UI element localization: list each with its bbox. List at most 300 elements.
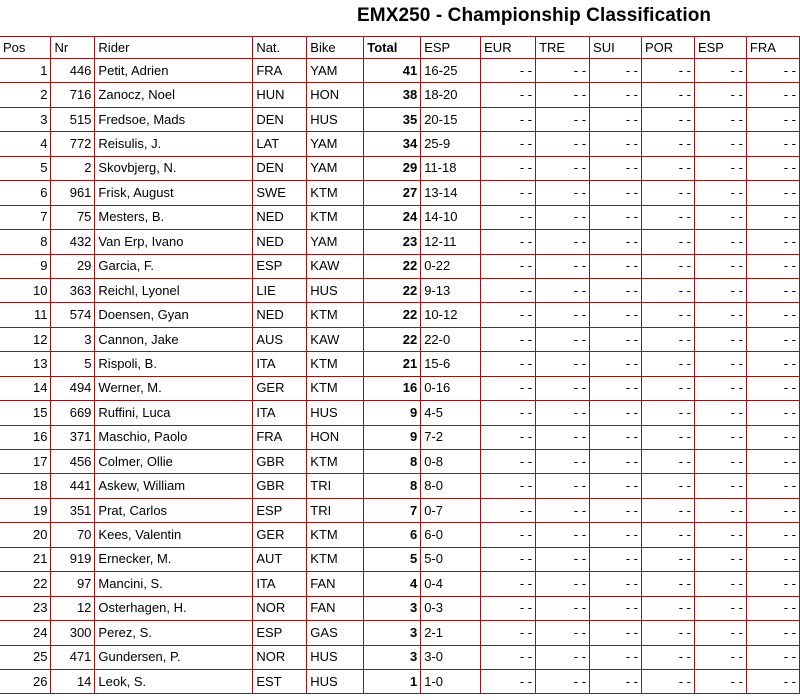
rider-total-points: 22 xyxy=(364,278,421,302)
round-tre-result: - - xyxy=(536,474,590,498)
rider-pos: 10 xyxy=(0,278,51,302)
table-row xyxy=(0,230,800,254)
round-fra-result: - - xyxy=(746,669,799,693)
round-esp-2-result: - - xyxy=(694,303,746,327)
rider-bike: FAN xyxy=(307,596,364,620)
round-tre-result: - - xyxy=(536,278,590,302)
round-fra-result: - - xyxy=(746,83,799,107)
round-por-result: - - xyxy=(642,181,695,205)
rider-bike: YAM xyxy=(307,156,364,180)
rider-number: 446 xyxy=(51,59,95,83)
rider-number: 14 xyxy=(51,669,95,693)
rider-number: 29 xyxy=(51,254,95,278)
round-esp-2-result: - - xyxy=(694,83,746,107)
rider-number: 919 xyxy=(51,547,95,571)
rider-nationality: GBR xyxy=(253,474,307,498)
round-sui-result: - - xyxy=(590,401,642,425)
rider-total-points: 8 xyxy=(364,450,421,474)
rider-nationality: NOR xyxy=(253,645,307,669)
rider-pos: 22 xyxy=(0,572,51,596)
rider-nationality: AUT xyxy=(253,547,307,571)
rider-total-points: 23 xyxy=(364,230,421,254)
rider-bike: FAN xyxy=(307,572,364,596)
round-sui-result: - - xyxy=(590,83,642,107)
rider-bike: HUS xyxy=(307,107,364,131)
table-row xyxy=(0,498,800,522)
table-row xyxy=(0,107,800,131)
rider-pos: 4 xyxy=(0,132,51,156)
round-por-result: - - xyxy=(642,230,695,254)
rider-name: Reisulis, J. xyxy=(95,132,253,156)
rider-number: 97 xyxy=(51,572,95,596)
rider-pos: 13 xyxy=(0,352,51,376)
round-esp-result: 11-18 xyxy=(421,156,481,180)
round-sui-result: - - xyxy=(590,230,642,254)
round-por-result: - - xyxy=(642,669,695,693)
page-title: EMX250 - Championship Classification xyxy=(357,5,712,26)
rider-total-points: 3 xyxy=(364,596,421,620)
round-esp-result: 0-3 xyxy=(421,596,481,620)
rider-bike: HON xyxy=(307,83,364,107)
rider-nationality: ITA xyxy=(253,401,307,425)
rider-nationality: FRA xyxy=(253,425,307,449)
rider-bike: HUS xyxy=(307,645,364,669)
round-eur-result: - - xyxy=(481,205,536,229)
round-eur-result: - - xyxy=(481,278,536,302)
rider-bike: HUS xyxy=(307,278,364,302)
rider-nationality: NED xyxy=(253,230,307,254)
round-tre-result: - - xyxy=(536,156,590,180)
round-tre-result: - - xyxy=(536,83,590,107)
column-header-esp-2: ESP xyxy=(694,37,746,59)
rider-pos: 25 xyxy=(0,645,51,669)
rider-name: Petit, Adrien xyxy=(95,59,253,83)
round-esp-result: 13-14 xyxy=(421,181,481,205)
round-esp-2-result: - - xyxy=(694,450,746,474)
rider-pos: 1 xyxy=(0,59,51,83)
column-header-sui: SUI xyxy=(590,37,642,59)
round-fra-result: - - xyxy=(746,621,799,645)
round-eur-result: - - xyxy=(481,230,536,254)
round-tre-result: - - xyxy=(536,645,590,669)
rider-pos: 15 xyxy=(0,401,51,425)
rider-pos: 17 xyxy=(0,450,51,474)
round-sui-result: - - xyxy=(590,669,642,693)
rider-number: 456 xyxy=(51,450,95,474)
rider-number: 70 xyxy=(51,523,95,547)
table-row xyxy=(0,83,800,107)
round-eur-result: - - xyxy=(481,498,536,522)
round-esp-2-result: - - xyxy=(694,523,746,547)
round-tre-result: - - xyxy=(536,181,590,205)
rider-pos: 16 xyxy=(0,425,51,449)
round-esp-2-result: - - xyxy=(694,621,746,645)
rider-nationality: DEN xyxy=(253,107,307,131)
table-row xyxy=(0,474,800,498)
round-esp-2-result: - - xyxy=(694,474,746,498)
rider-number: 772 xyxy=(51,132,95,156)
round-sui-result: - - xyxy=(590,474,642,498)
rider-pos: 14 xyxy=(0,376,51,400)
round-por-result: - - xyxy=(642,303,695,327)
round-eur-result: - - xyxy=(481,596,536,620)
rider-pos: 11 xyxy=(0,303,51,327)
column-header-tre: TRE xyxy=(536,37,590,59)
rider-number: 515 xyxy=(51,107,95,131)
table-row xyxy=(0,450,800,474)
round-esp-2-result: - - xyxy=(694,425,746,449)
rider-name: Colmer, Ollie xyxy=(95,450,253,474)
round-fra-result: - - xyxy=(746,107,799,131)
rider-number: 494 xyxy=(51,376,95,400)
round-tre-result: - - xyxy=(536,572,590,596)
round-tre-result: - - xyxy=(536,59,590,83)
round-por-result: - - xyxy=(642,498,695,522)
round-esp-2-result: - - xyxy=(694,59,746,83)
rider-bike: KAW xyxy=(307,254,364,278)
round-por-result: - - xyxy=(642,83,695,107)
rider-number: 351 xyxy=(51,498,95,522)
round-eur-result: - - xyxy=(481,645,536,669)
round-esp-result: 16-25 xyxy=(421,59,481,83)
rider-total-points: 1 xyxy=(364,669,421,693)
table-row xyxy=(0,523,800,547)
rider-name: Frisk, August xyxy=(95,181,253,205)
round-fra-result: - - xyxy=(746,498,799,522)
round-fra-result: - - xyxy=(746,303,799,327)
classification-table xyxy=(0,36,800,694)
rider-nationality: SWE xyxy=(253,181,307,205)
round-tre-result: - - xyxy=(536,669,590,693)
round-fra-result: - - xyxy=(746,181,799,205)
rider-pos: 9 xyxy=(0,254,51,278)
column-header-por: POR xyxy=(642,37,695,59)
round-por-result: - - xyxy=(642,645,695,669)
rider-pos: 20 xyxy=(0,523,51,547)
round-esp-2-result: - - xyxy=(694,132,746,156)
round-fra-result: - - xyxy=(746,450,799,474)
round-eur-result: - - xyxy=(481,132,536,156)
rider-total-points: 27 xyxy=(364,181,421,205)
round-sui-result: - - xyxy=(590,572,642,596)
rider-bike: KTM xyxy=(307,547,364,571)
rider-name: Maschio, Paolo xyxy=(95,425,253,449)
round-sui-result: - - xyxy=(590,523,642,547)
rider-total-points: 24 xyxy=(364,205,421,229)
table-row xyxy=(0,205,800,229)
rider-pos: 8 xyxy=(0,230,51,254)
table-row xyxy=(0,572,800,596)
column-header-esp: ESP xyxy=(421,37,481,59)
rider-number: 5 xyxy=(51,352,95,376)
rider-name: Doensen, Gyan xyxy=(95,303,253,327)
rider-nationality: LIE xyxy=(253,278,307,302)
round-tre-result: - - xyxy=(536,425,590,449)
round-esp-2-result: - - xyxy=(694,645,746,669)
column-header-fra: FRA xyxy=(746,37,799,59)
rider-name: Perez, S. xyxy=(95,621,253,645)
round-esp-2-result: - - xyxy=(694,205,746,229)
round-tre-result: - - xyxy=(536,523,590,547)
rider-total-points: 22 xyxy=(364,327,421,351)
rider-nationality: AUS xyxy=(253,327,307,351)
round-por-result: - - xyxy=(642,523,695,547)
rider-bike: KTM xyxy=(307,523,364,547)
round-fra-result: - - xyxy=(746,376,799,400)
round-sui-result: - - xyxy=(590,596,642,620)
round-eur-result: - - xyxy=(481,352,536,376)
round-tre-result: - - xyxy=(536,107,590,131)
round-fra-result: - - xyxy=(746,230,799,254)
table-row xyxy=(0,352,800,376)
rider-name: Van Erp, Ivano xyxy=(95,230,253,254)
rider-name: Zanocz, Noel xyxy=(95,83,253,107)
rider-total-points: 35 xyxy=(364,107,421,131)
round-esp-2-result: - - xyxy=(694,254,746,278)
rider-nationality: ITA xyxy=(253,572,307,596)
table-row xyxy=(0,669,800,693)
round-sui-result: - - xyxy=(590,547,642,571)
rider-number: 669 xyxy=(51,401,95,425)
round-por-result: - - xyxy=(642,254,695,278)
rider-bike: KTM xyxy=(307,450,364,474)
round-por-result: - - xyxy=(642,132,695,156)
rider-pos: 6 xyxy=(0,181,51,205)
round-por-result: - - xyxy=(642,621,695,645)
table-row xyxy=(0,376,800,400)
round-esp-result: 3-0 xyxy=(421,645,481,669)
round-tre-result: - - xyxy=(536,450,590,474)
rider-bike: KTM xyxy=(307,303,364,327)
rider-number: 441 xyxy=(51,474,95,498)
round-esp-result: 18-20 xyxy=(421,83,481,107)
round-tre-result: - - xyxy=(536,254,590,278)
round-esp-result: 0-8 xyxy=(421,450,481,474)
round-sui-result: - - xyxy=(590,107,642,131)
round-por-result: - - xyxy=(642,401,695,425)
round-eur-result: - - xyxy=(481,425,536,449)
round-fra-result: - - xyxy=(746,425,799,449)
rider-name: Ruffini, Luca xyxy=(95,401,253,425)
round-por-result: - - xyxy=(642,572,695,596)
round-tre-result: - - xyxy=(536,303,590,327)
round-eur-result: - - xyxy=(481,107,536,131)
round-eur-result: - - xyxy=(481,669,536,693)
rider-number: 961 xyxy=(51,181,95,205)
round-fra-result: - - xyxy=(746,547,799,571)
round-eur-result: - - xyxy=(481,156,536,180)
rider-name: Werner, M. xyxy=(95,376,253,400)
round-esp-result: 4-5 xyxy=(421,401,481,425)
table-row xyxy=(0,303,800,327)
round-esp-result: 12-11 xyxy=(421,230,481,254)
column-header-eur: EUR xyxy=(481,37,536,59)
rider-bike: KTM xyxy=(307,205,364,229)
rider-number: 363 xyxy=(51,278,95,302)
rider-nationality: ITA xyxy=(253,352,307,376)
round-esp-2-result: - - xyxy=(694,547,746,571)
rider-name: Skovbjerg, N. xyxy=(95,156,253,180)
round-tre-result: - - xyxy=(536,132,590,156)
round-eur-result: - - xyxy=(481,376,536,400)
rider-name: Osterhagen, H. xyxy=(95,596,253,620)
rider-bike: TRI xyxy=(307,474,364,498)
round-fra-result: - - xyxy=(746,523,799,547)
rider-nationality: NOR xyxy=(253,596,307,620)
round-esp-result: 7-2 xyxy=(421,425,481,449)
round-sui-result: - - xyxy=(590,621,642,645)
rider-name: Askew, William xyxy=(95,474,253,498)
round-por-result: - - xyxy=(642,205,695,229)
table-row xyxy=(0,254,800,278)
column-header-bike: Bike xyxy=(307,37,364,59)
round-sui-result: - - xyxy=(590,254,642,278)
rider-total-points: 8 xyxy=(364,474,421,498)
rider-total-points: 29 xyxy=(364,156,421,180)
column-header-pos: Pos xyxy=(0,37,51,59)
rider-pos: 18 xyxy=(0,474,51,498)
rider-total-points: 5 xyxy=(364,547,421,571)
round-eur-result: - - xyxy=(481,303,536,327)
rider-pos: 3 xyxy=(0,107,51,131)
round-eur-result: - - xyxy=(481,254,536,278)
round-por-result: - - xyxy=(642,107,695,131)
round-sui-result: - - xyxy=(590,132,642,156)
round-fra-result: - - xyxy=(746,474,799,498)
round-esp-result: 14-10 xyxy=(421,205,481,229)
round-sui-result: - - xyxy=(590,498,642,522)
round-esp-result: 6-0 xyxy=(421,523,481,547)
table-row xyxy=(0,645,800,669)
rider-bike: KTM xyxy=(307,376,364,400)
rider-bike: GAS xyxy=(307,621,364,645)
rider-total-points: 4 xyxy=(364,572,421,596)
rider-total-points: 22 xyxy=(364,303,421,327)
rider-total-points: 21 xyxy=(364,352,421,376)
rider-name: Ernecker, M. xyxy=(95,547,253,571)
round-tre-result: - - xyxy=(536,205,590,229)
rider-pos: 26 xyxy=(0,669,51,693)
classification-body xyxy=(0,59,800,694)
rider-nationality: EST xyxy=(253,669,307,693)
rider-name: Mancini, S. xyxy=(95,572,253,596)
rider-number: 432 xyxy=(51,230,95,254)
rider-number: 75 xyxy=(51,205,95,229)
round-tre-result: - - xyxy=(536,327,590,351)
rider-bike: TRI xyxy=(307,498,364,522)
header-row xyxy=(0,37,800,59)
round-eur-result: - - xyxy=(481,547,536,571)
column-header-nat: Nat. xyxy=(253,37,307,59)
round-sui-result: - - xyxy=(590,645,642,669)
rider-total-points: 7 xyxy=(364,498,421,522)
table-row xyxy=(0,621,800,645)
rider-total-points: 9 xyxy=(364,425,421,449)
round-esp-2-result: - - xyxy=(694,278,746,302)
round-sui-result: - - xyxy=(590,278,642,302)
table-row xyxy=(0,156,800,180)
rider-number: 471 xyxy=(51,645,95,669)
round-esp-2-result: - - xyxy=(694,352,746,376)
rider-total-points: 3 xyxy=(364,621,421,645)
column-header-rider: Rider xyxy=(95,37,253,59)
rider-pos: 23 xyxy=(0,596,51,620)
round-fra-result: - - xyxy=(746,254,799,278)
round-fra-result: - - xyxy=(746,401,799,425)
rider-nationality: LAT xyxy=(253,132,307,156)
round-por-result: - - xyxy=(642,327,695,351)
round-eur-result: - - xyxy=(481,450,536,474)
rider-pos: 21 xyxy=(0,547,51,571)
table-row xyxy=(0,596,800,620)
rider-nationality: NED xyxy=(253,205,307,229)
column-header-total: Total xyxy=(364,37,421,59)
rider-total-points: 3 xyxy=(364,645,421,669)
round-tre-result: - - xyxy=(536,596,590,620)
round-tre-result: - - xyxy=(536,547,590,571)
round-por-result: - - xyxy=(642,425,695,449)
round-esp-result: 2-1 xyxy=(421,621,481,645)
round-esp-result: 22-0 xyxy=(421,327,481,351)
round-fra-result: - - xyxy=(746,352,799,376)
round-fra-result: - - xyxy=(746,132,799,156)
rider-number: 371 xyxy=(51,425,95,449)
rider-total-points: 22 xyxy=(364,254,421,278)
round-eur-result: - - xyxy=(481,59,536,83)
round-eur-result: - - xyxy=(481,181,536,205)
round-por-result: - - xyxy=(642,376,695,400)
round-por-result: - - xyxy=(642,59,695,83)
round-esp-result: 0-22 xyxy=(421,254,481,278)
table-row xyxy=(0,401,800,425)
rider-nationality: ESP xyxy=(253,621,307,645)
round-por-result: - - xyxy=(642,547,695,571)
round-esp-2-result: - - xyxy=(694,596,746,620)
rider-bike: KTM xyxy=(307,352,364,376)
round-esp-result: 10-12 xyxy=(421,303,481,327)
rider-bike: KAW xyxy=(307,327,364,351)
rider-name: Leok, S. xyxy=(95,669,253,693)
rider-nationality: NED xyxy=(253,303,307,327)
rider-bike: YAM xyxy=(307,230,364,254)
round-esp-result: 0-7 xyxy=(421,498,481,522)
rider-bike: YAM xyxy=(307,132,364,156)
round-esp-result: 1-0 xyxy=(421,669,481,693)
rider-nationality: ESP xyxy=(253,498,307,522)
round-sui-result: - - xyxy=(590,327,642,351)
rider-name: Prat, Carlos xyxy=(95,498,253,522)
round-eur-result: - - xyxy=(481,523,536,547)
rider-total-points: 38 xyxy=(364,83,421,107)
table-row xyxy=(0,425,800,449)
round-fra-result: - - xyxy=(746,156,799,180)
round-sui-result: - - xyxy=(590,352,642,376)
round-esp-result: 8-0 xyxy=(421,474,481,498)
rider-name: Gundersen, P. xyxy=(95,645,253,669)
rider-bike: KTM xyxy=(307,181,364,205)
rider-name: Reichl, Lyonel xyxy=(95,278,253,302)
rider-name: Kees, Valentin xyxy=(95,523,253,547)
rider-bike: HUS xyxy=(307,401,364,425)
rider-name: Rispoli, B. xyxy=(95,352,253,376)
rider-pos: 24 xyxy=(0,621,51,645)
round-tre-result: - - xyxy=(536,401,590,425)
rider-number: 12 xyxy=(51,596,95,620)
round-esp-2-result: - - xyxy=(694,230,746,254)
round-esp-result: 0-16 xyxy=(421,376,481,400)
round-esp-2-result: - - xyxy=(694,107,746,131)
rider-nationality: GER xyxy=(253,523,307,547)
